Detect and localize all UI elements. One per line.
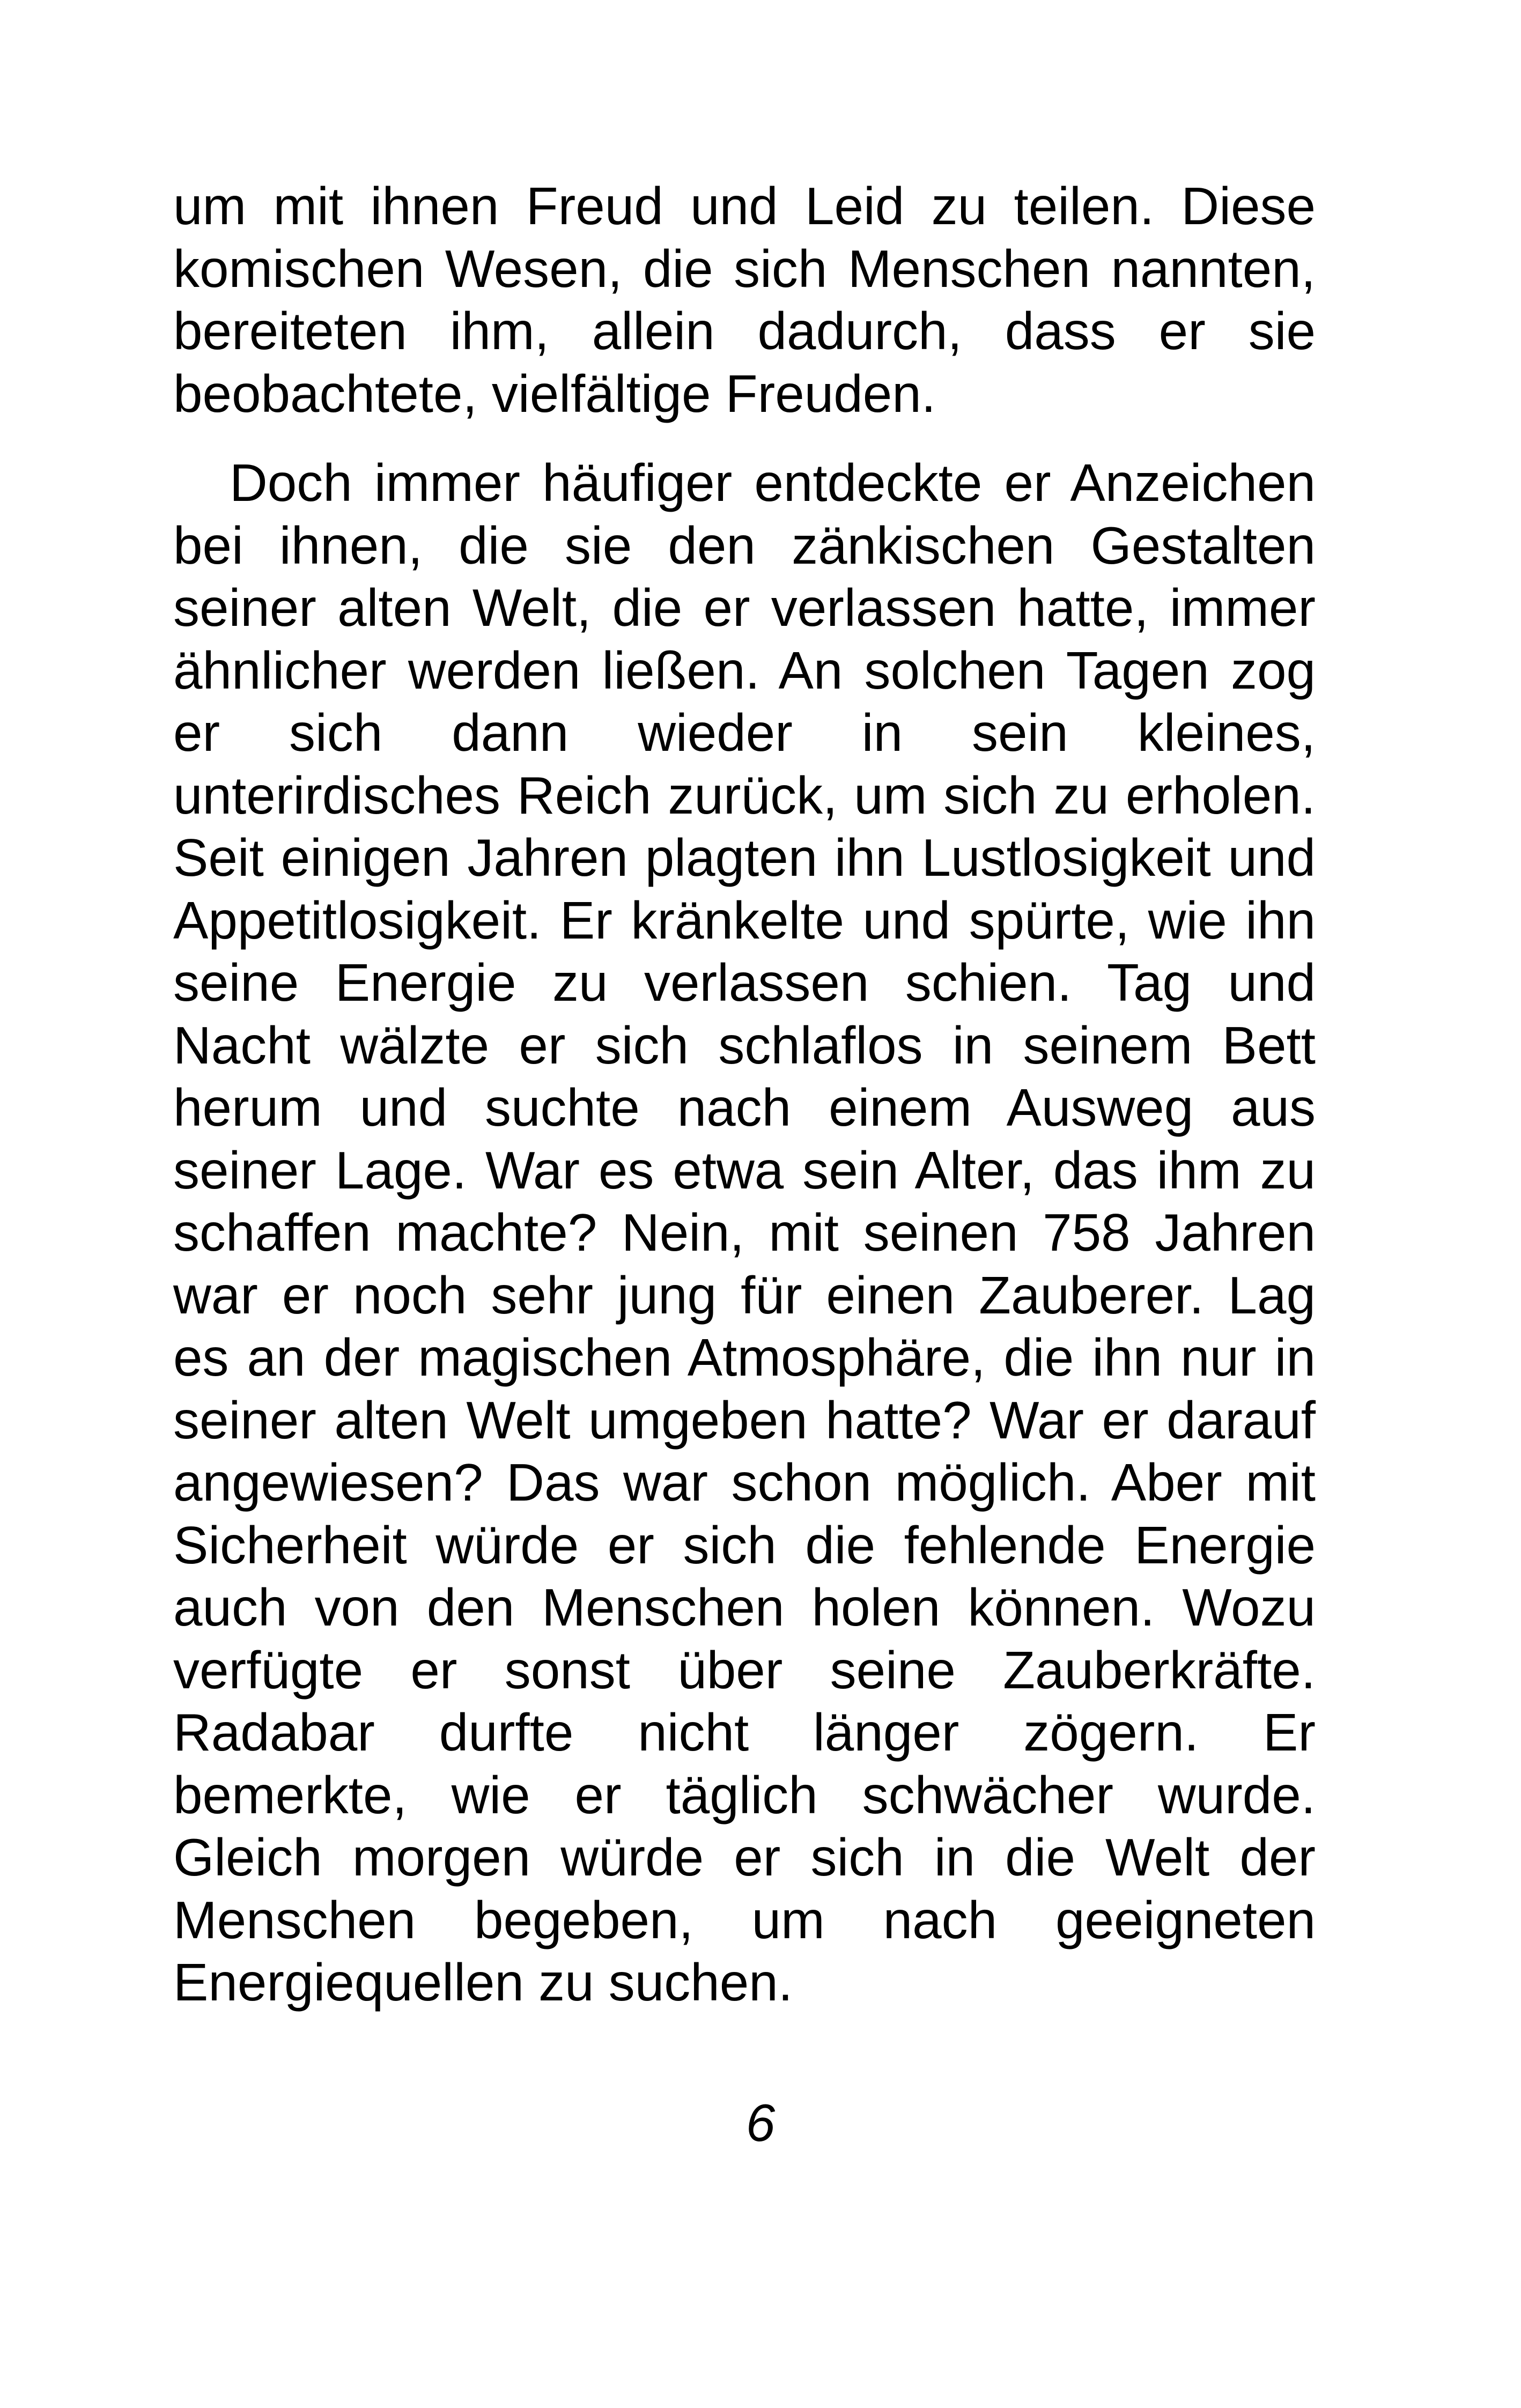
text-line: seine Energie zu verlassen schien. Tag und: [173, 953, 1316, 1012]
text-line: um mit ihnen Freud und Leid zu teilen. Diese: [173, 176, 1316, 235]
text-line: Radabar durfte nicht länger zögern. Er: [173, 1703, 1316, 1762]
text-line: seiner alten Welt, die er verlassen hatte, immer: [173, 578, 1316, 637]
paragraph-gap: [173, 425, 1316, 452]
text-line: Doch immer häufiger entdeckte er Anzeichen: [230, 453, 1316, 512]
text-line: herum und suchte nach einem Ausweg aus: [173, 1078, 1316, 1137]
text-line: war er noch sehr jung für einen Zauberer. Lag: [173, 1265, 1316, 1325]
text-line: Sicherheit würde er sich die fehlende Energie: [173, 1515, 1316, 1575]
text-line: angewiesen? Das war schon möglich. Aber mit: [173, 1453, 1316, 1512]
text-line: Appetitlosigkeit. Er kränkelte und spürte, wie ihn: [173, 890, 1316, 950]
paragraph-1: [173, 175, 1316, 425]
text-line: beobachtete, vielfältige Freuden.: [173, 364, 936, 423]
text-line: auch von den Menschen holen können. Wozu: [173, 1578, 1316, 1637]
text-line: bemerkte, wie er täglich schwächer wurde.: [173, 1765, 1316, 1825]
page-number: 6: [745, 2093, 776, 2152]
text-line: Energiequellen zu suchen.: [173, 1953, 793, 2012]
text-line: Seit einigen Jahren plagten ihn Lustlosigkeit und: [173, 828, 1316, 887]
text-line: er sich dann wieder in sein kleines,: [173, 703, 1316, 762]
paragraph-2: [173, 452, 1316, 2014]
text-line: seiner alten Welt umgeben hatte? War er darauf: [173, 1390, 1316, 1450]
text-line: es an der magischen Atmosphäre, die ihn nur in: [173, 1328, 1316, 1387]
text-line: Menschen begeben, um nach geeigneten: [173, 1890, 1316, 1949]
text-line: ähnlicher werden ließen. An solchen Tagen zog: [173, 640, 1316, 700]
text-line: komischen Wesen, die sich Menschen nannten,: [173, 239, 1316, 298]
text-line: Nacht wälzte er sich schlaflos in seinem Bett: [173, 1015, 1316, 1075]
text-line: schaffen machte? Nein, mit seinen 758 Jahren: [173, 1203, 1316, 1262]
text-line: bei ihnen, die sie den zänkischen Gestalten: [173, 515, 1316, 575]
text-line: Gleich morgen würde er sich in die Welt der: [173, 1828, 1316, 1887]
text-line: seiner Lage. War es etwa sein Alter, das ihm zu: [173, 1140, 1316, 1200]
text-line: verfügte er sonst über seine Zauberkräfte.: [173, 1640, 1316, 1700]
text-line: bereiteten ihm, allein dadurch, dass er sie: [173, 301, 1316, 360]
body-text: [173, 175, 1316, 2014]
text-line: unterirdisches Reich zurück, um sich zu erholen.: [173, 765, 1316, 825]
